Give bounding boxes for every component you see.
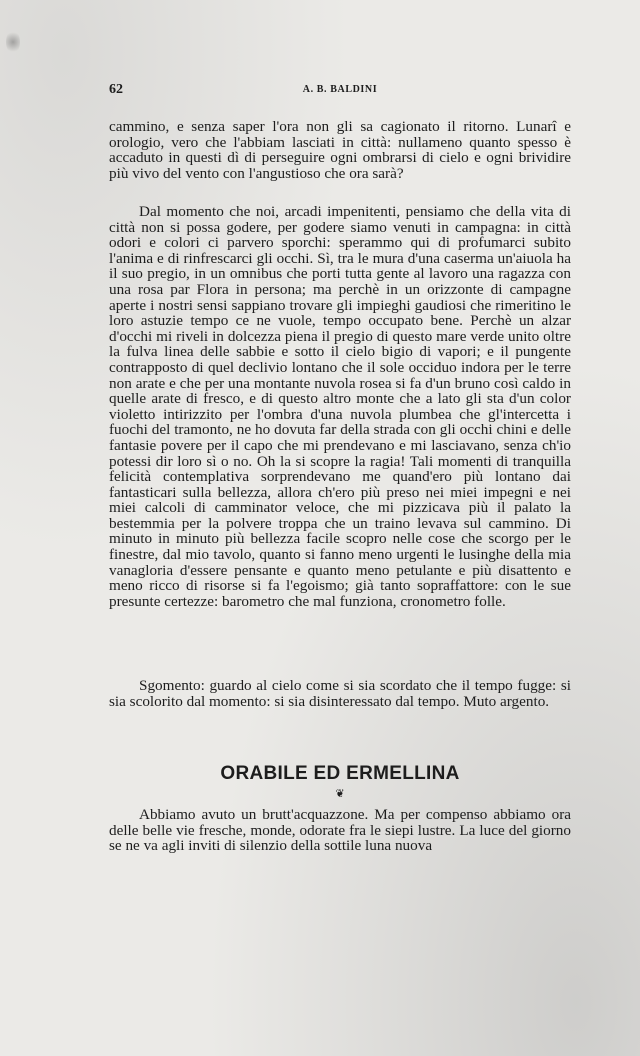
paragraph-body: Dal momento che noi, arcadi impenitenti, pensiamo che della vita di città non si possa godere, per godere siamo venuti in campagna: in città odori e colori ci parvero sporchi: sperammo qui di profumarci subito l'anima e di rinfrescarci gli occhi. Sì, tra le mura d'una caserma un'aiuola ha il suo pregio, in un omnibus che porti tutta gente al lavoro una ragazza con una rosa par Flora in persona; ma perchè in un orizzonte di campagne aperte i nostri sensi sappiano trovare gli impieghi gaudiosi che rimeritino le loro astuzie tempo ce ne vuole, tempo occupato bene. Perchè un alzar d'occhi mi riveli in dolcezza piena il pregio di questo mare verde unito oltre la fulva linea delle sabbie e sotto il cielo bigio di vapori; e il pungente contrapposto di quel declivio lontano che il sole occiduo indora per le terre non arate e che per una montante nuvola rosea si fa d'un bruno così caldo in quelle arate di fresco, e di questo altro monte che a lato gli sta d'un color violetto intirizzito per l'ombra d'una nuvola plumbea che gl'intercetta i fuochi del tramonto, ne ho dovuta far della strada con gli occhi chini e delle fantasie povere per il capo che mi prendevano e mi lasciavano, senza ch'io potessi dir loro sì o no. Oh la si scopre la ragia! Tali momenti di tranquilla felicità contemplativa sorprendevano me quand'ero più lontano dai fantasticari sulla bellezza, allora ch'ero più preso nei miei impegni e nei miei calcoli di camminator veloce, che mi pizzicava più il palato la bestemmia per la polvere troppa che un traino levava sul cammino. Di minuto in minuto più bellezza facile scopro nelle cose che scorgo per le finestre, dal mio tavolo, quanto si fanno meno urgenti le lusinghe della mia vanagloria d'essere pensante e quanto meno petulante e più disattento e meno ricco di risorse si fa l'egoismo; già tanto sopraffattore: con le sue presunte certezze: barometro che mal funziona, cronometro folle. bbox=[109, 203, 571, 610]
paragraph-sgomento: Sgomento: guardo al cielo come si sia scordato che il tempo fugge: si sia scolorito dal momento: si sia disinteressato dal tempo. Muto argento. bbox=[109, 677, 571, 710]
paragraph-section-opening: Abbiamo avuto un brutt'acquazzone. Ma per compenso abbiamo ora delle belle vie fresche, monde, odorate fra le siepi lustre. La luce del giorno se ne va agli inviti di silenzio della sottile luna nuova bbox=[109, 807, 571, 855]
paper-stain bbox=[6, 30, 20, 54]
running-head: A. B. BALDINI bbox=[302, 84, 378, 95]
fleuron-ornament: ❦ bbox=[335, 788, 345, 800]
paragraph-continuation: cammino, e senza saper l'ora non gli sa cagionato il ritorno. Lunarî e orologio, vero che l'abbiam lasciati in città: nullameno quanto spesso è accaduto in questi dì di perseguire ogni ombrarsi di cielo e ogni brividire più vivo del vento con l'angustioso che ora sarà? bbox=[109, 118, 571, 182]
page-header bbox=[109, 82, 571, 100]
page-number: 62 bbox=[109, 82, 123, 97]
section-title: ORABILE ED ERMELLINA bbox=[220, 763, 460, 784]
